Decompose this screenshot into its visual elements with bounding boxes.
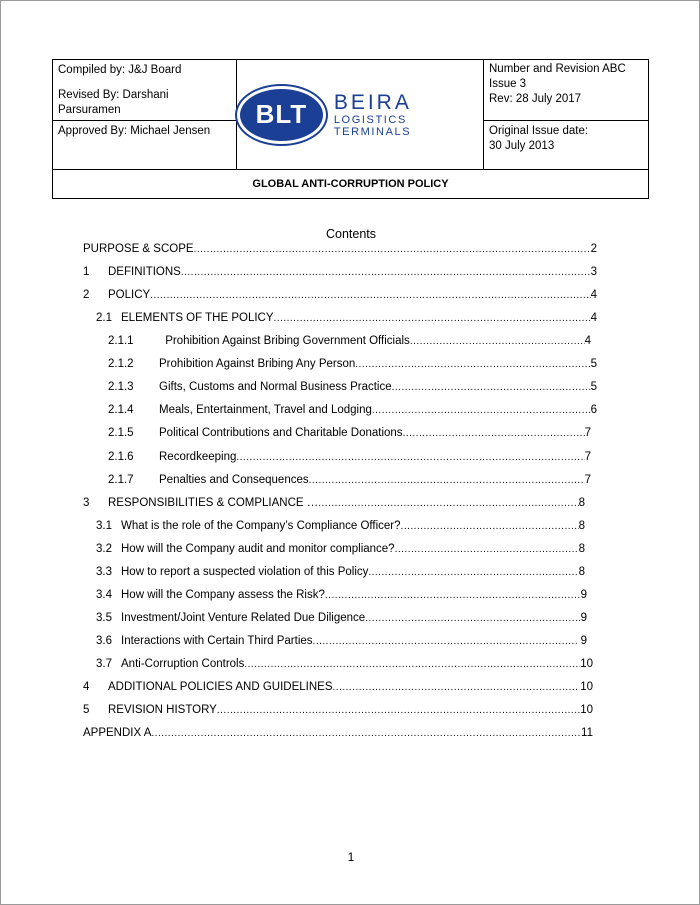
toc-entry-label: REVISION HISTORY [108,704,217,716]
toc-entry-number: 3.7 [96,658,112,670]
toc-entry-number: 2 [83,289,90,301]
toc-leader-dots [181,266,591,278]
toc-entry-number: 2.1 [96,312,112,324]
toc-entry-page: 9 [580,612,587,624]
toc-leader-dots [368,566,578,578]
toc-entry-label: Interactions with Certain Third Parties [121,635,313,647]
toc-entry-label: How will the Company assess the Risk? [121,589,325,601]
toc-leader-dots [150,289,590,301]
toc-entry-number: 2.1.1 [108,335,134,347]
toc-entry-label: How to report a suspected violation of this Policy [121,566,369,578]
toc-leader-dots [355,358,590,370]
toc-entry[interactable] [83,243,597,259]
toc-leader-dots [244,658,580,670]
logo-line1: BEIRA [333,90,412,114]
contents-heading: Contents [325,227,377,241]
toc-leader-dots [309,474,585,486]
toc-entry-page: 4 [584,335,591,347]
page-number: 1 [347,850,355,864]
toc-entry-label: RESPONSIBILITIES & COMPLIANCE … [108,497,319,509]
toc-entry-number: 1 [83,266,90,278]
toc-entry-label: Penalties and Consequences [159,474,309,486]
toc-leader-dots [194,243,591,255]
toc-entry-number: 2.1.3 [108,381,134,393]
toc-entry-number: 2.1.4 [108,404,134,416]
toc-entry-page: 10 [577,681,593,693]
toc-entry-page: 8 [578,543,585,555]
toc-entry-number: 3.3 [96,566,112,578]
revised-by: Revised By: Darshani Parsuramen [58,89,169,116]
toc-entry-label: Recordkeeping [159,451,237,463]
toc-entry-number: 5 [83,704,90,716]
toc-entry[interactable] [83,681,593,697]
toc-entry-number: 4 [83,681,90,693]
toc-leader-dots [217,704,580,716]
compiled-by: Compiled by: J&J Board [58,64,182,76]
toc-leader-dots [318,497,578,509]
rev-date: Rev: 28 July 2017 [489,93,582,105]
toc-entry-page: 8 [578,497,585,509]
toc-leader-dots [392,381,591,393]
toc-entry-page: 8 [578,520,585,532]
toc-entry[interactable] [83,451,591,467]
toc-entry-label: APPENDIX A [83,727,152,739]
toc-entry[interactable] [83,589,587,605]
toc-entry-label: PURPOSE & SCOPE [83,243,194,255]
toc-leader-dots [395,543,579,555]
toc-entry-number: 3.1 [96,520,112,532]
toc-leader-dots [151,727,581,739]
toc-entry-page: 4 [590,312,597,324]
toc-entry-label: Political Contributions and Charitable Donations [159,427,403,439]
issue: Issue 3 [489,78,527,90]
toc-entry-label: Meals, Entertainment, Travel and Lodging [159,404,372,416]
toc-leader-dots [372,404,591,416]
document-title: GLOBAL ANTI-CORRUPTION POLICY [252,177,449,190]
toc-entry-page: 7 [584,451,591,463]
toc-entry-page: 11 [581,727,593,739]
toc-entry-number: 3.4 [96,589,112,601]
toc-leader-dots [410,335,585,347]
toc-entry-page: 10 [580,658,593,670]
toc-entry-label: Prohibition Against Bribing Government Officials [162,335,410,347]
toc-entry-label: How will the Company audit and monitor compliance? [121,543,395,555]
toc-entry-number: 2.1.2 [108,358,134,370]
toc-entry-page: 5 [590,381,597,393]
toc-entry-label: Gifts, Customs and Normal Business Practice [159,381,392,393]
toc-entry-label: ELEMENTS OF THE POLICY [121,312,274,324]
toc-entry[interactable] [83,658,593,674]
toc-entry-number: 3.2 [96,543,112,555]
compiled-revised-cell [53,60,236,121]
header-table [52,59,649,199]
toc-entry-label: What is the role of the Company’s Compliance Officer? [121,520,401,532]
toc-entry-label: POLICY [108,289,151,301]
toc-entry-number: 3 [83,497,90,509]
logo-cell [237,60,484,169]
toc-entry-page: 3 [590,266,597,278]
toc-leader-dots [401,520,579,532]
toc-leader-dots [236,451,584,463]
approved-by: Approved By: Michael Jensen [58,125,211,137]
toc-entry-number: 2.1.5 [108,427,134,439]
toc-entry[interactable] [83,335,591,351]
toc-entry-label: DEFINITIONS [108,266,181,278]
toc-entry[interactable] [83,381,597,397]
number-revision: Number and Revision ABC [489,63,626,75]
company-logo [237,86,483,144]
original-issue-cell [484,121,648,169]
toc-entry-page: 6 [590,404,597,416]
toc-entry[interactable] [83,520,585,536]
toc-entry[interactable] [83,612,587,628]
toc-entry-page: 4 [590,289,597,301]
revision-cell [484,60,648,121]
toc-entry[interactable] [83,358,597,374]
logo-mark: BLT [237,86,326,144]
toc-entry-page: 2 [590,243,597,255]
toc-entry[interactable] [83,312,597,328]
toc-leader-dots [365,612,580,624]
original-issue-label: Original Issue date: [489,125,589,137]
toc-entry[interactable] [83,404,597,420]
toc-entry[interactable] [83,566,585,582]
toc-entry[interactable] [83,266,597,282]
toc-entry-page: 9 [580,589,587,601]
toc-entry[interactable] [83,427,591,443]
toc-entry[interactable] [83,543,585,559]
toc-entry-label: Investment/Joint Venture Related Due Diligence [121,612,366,624]
toc-entry-page: 7 [584,427,591,439]
approved-cell [53,121,236,169]
toc-entry-number: 2.1.7 [108,474,134,486]
toc-entry-number: 3.6 [96,635,112,647]
toc-entry-label: Anti-Corruption Controls [121,658,245,670]
toc-leader-dots [325,589,581,601]
logo-line2: LOGISTICS TERMINALS [333,113,412,138]
toc-leader-dots [274,312,591,324]
toc-entry-label: ADDITIONAL POLICIES AND GUIDELINES [108,681,333,693]
toc-entry-page: 5 [590,358,597,370]
toc-entry[interactable] [83,727,593,743]
toc-leader-dots [333,681,577,693]
toc-leader-dots [403,427,585,439]
toc-entry-label: Prohibition Against Bribing Any Person [159,358,356,370]
toc-entry-page: 9 [577,635,587,647]
toc-entry[interactable] [83,289,597,305]
toc-entry-page: 7 [584,474,591,486]
toc-entry[interactable] [83,635,587,651]
toc-entry-number: 3.5 [96,612,112,624]
toc-entry[interactable] [83,474,591,490]
toc-entry[interactable] [83,704,593,720]
toc-entry[interactable] [83,497,585,513]
original-issue-date: 30 July 2013 [489,140,555,152]
toc-entry-number: 2.1.6 [108,451,134,463]
toc-entry-page: 8 [578,566,585,578]
toc-entry-page: 10 [580,704,593,716]
toc-leader-dots [313,635,578,647]
